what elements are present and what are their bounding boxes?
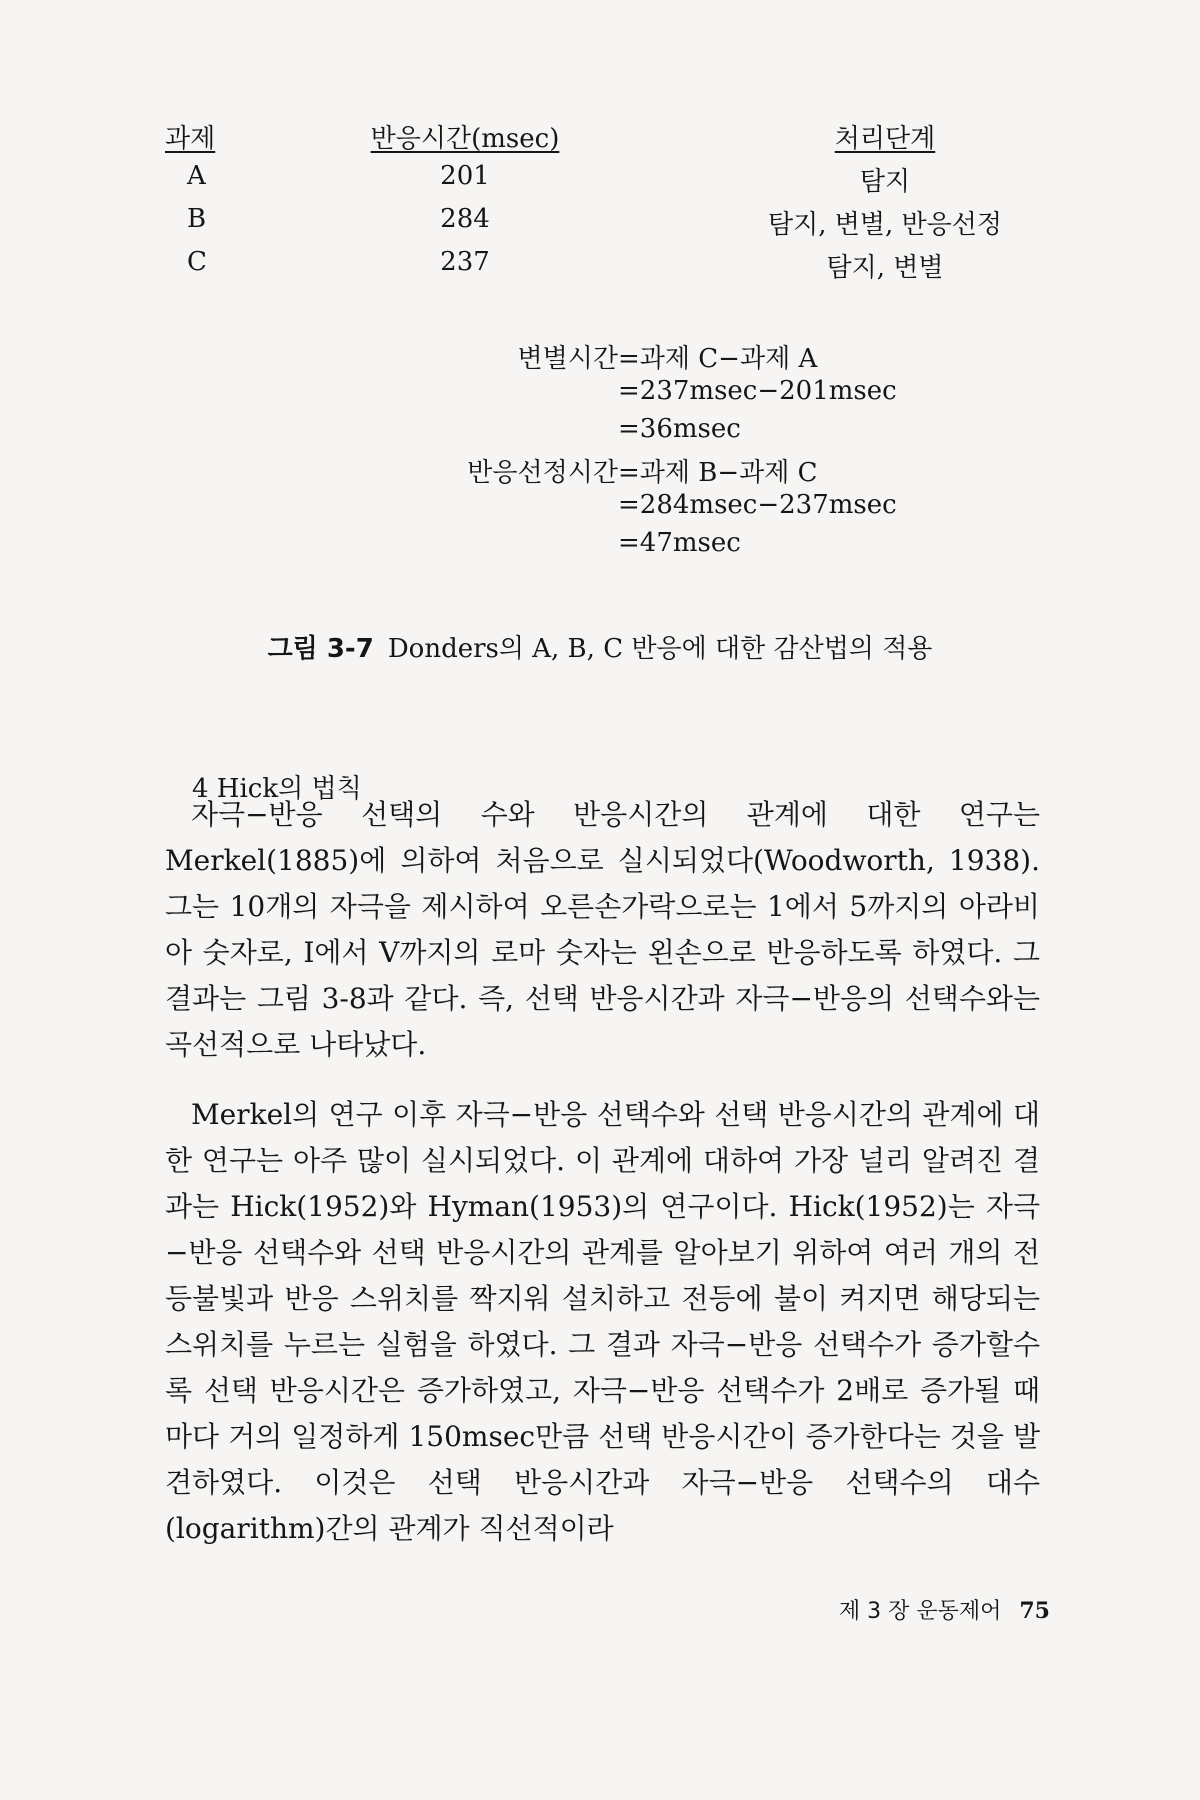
equation-line — [300, 376, 897, 406]
equation-line — [300, 452, 818, 489]
cell-processing-stage: 탐지, 변별, 반응선정 — [768, 210, 1002, 240]
section-heading: 4 Hick의 법칙 — [192, 774, 362, 804]
cell-processing-stage: 탐지, 변별 — [826, 253, 944, 283]
equation-value: =284msec−237msec — [618, 490, 897, 520]
table-row — [165, 204, 1002, 247]
cell-task: A — [187, 161, 206, 191]
equation-line — [300, 490, 897, 520]
equation-label: 반응선정시간 — [467, 458, 618, 488]
equation-value: =과제 C−과제 A — [618, 344, 818, 374]
cell-processing-stage: 탐지 — [859, 167, 911, 197]
cell-reaction-time: 237 — [440, 247, 490, 277]
table-row — [165, 247, 985, 290]
equation-value: =237msec−201msec — [618, 376, 897, 406]
equation-label: 변별시간 — [517, 344, 618, 374]
table-row — [165, 161, 985, 204]
cell-task: B — [187, 204, 207, 234]
figure-caption-text: Donders의 A, B, C 반응에 대한 감산법의 적용 — [387, 634, 933, 664]
equation-line — [300, 414, 741, 444]
body-paragraph: 자극−반응 선택의 수와 반응시간의 관계에 대한 연구는 Merkel(1885)에 의하여 처음으로 실시되었다(Woodworth, 1938). 그는 10개의 자극을 제시하여 오른손가락으로는 1에서 5까지의 아라비아 숫자로, I에서 V까지의 로마 숫자는 왼손으로 반응하도록 하였다. 그 결과는 그림 3-8과 같다. 즉, 선택 반응시간과 자극−반응의 선택수와는 곡선적으로 나타났다. — [165, 798, 1040, 1061]
header-processing-stage: 처리단계 — [834, 124, 936, 154]
running-chapter-title: 제 3 장 운동제어 — [838, 1599, 1002, 1624]
equation-value: =과제 B−과제 C — [618, 458, 818, 488]
cell-task: C — [187, 247, 207, 277]
figure-caption — [0, 628, 1200, 665]
table-header-row — [165, 118, 985, 161]
header-task: 과제 — [165, 124, 216, 154]
page-footer — [839, 1594, 1050, 1625]
header-reaction-time: 반응시간(msec) — [370, 124, 560, 154]
figure-number: 그림 3-7 — [267, 634, 374, 664]
body-paragraph: Merkel의 연구 이후 자극−반응 선택수와 선택 반응시간의 관계에 대한 연구는 아주 많이 실시되었다. 이 관계에 대하여 가장 널리 알려진 결과는 Hick(1952)와 Hyman(1953)의 연구이다. Hick(1952)는 자극−반응 선택수와 선택 반응시간의 관계를 알아보기 위하여 여러 개의 전등불빛과 반응 스위치를 짝지워 설치하고 전등에 불이 켜지면 해당되는 스위치를 누르는 실험을 하였다. 그 결과 자극−반응 선택수가 증가할수록 선택 반응시간은 증가하였고, 자극−반응 선택수가 2배로 증가될 때마다 거의 일정하게 150msec만큼 선택 반응시간이 증가한다는 것을 발견하였다. 이것은 선택 반응시간과 자극−반응 선택수의 대수(logarithm)간의 관계가 직선적이라 — [165, 1098, 1040, 1545]
equation-line — [300, 338, 817, 375]
cell-reaction-time: 284 — [440, 204, 490, 234]
equation-value: =36msec — [618, 414, 741, 444]
reaction-time-table — [165, 118, 1002, 290]
equation-line — [300, 528, 741, 558]
equation-value: =47msec — [618, 528, 741, 558]
cell-reaction-time: 201 — [440, 161, 490, 191]
page-number: 75 — [1019, 1598, 1050, 1624]
